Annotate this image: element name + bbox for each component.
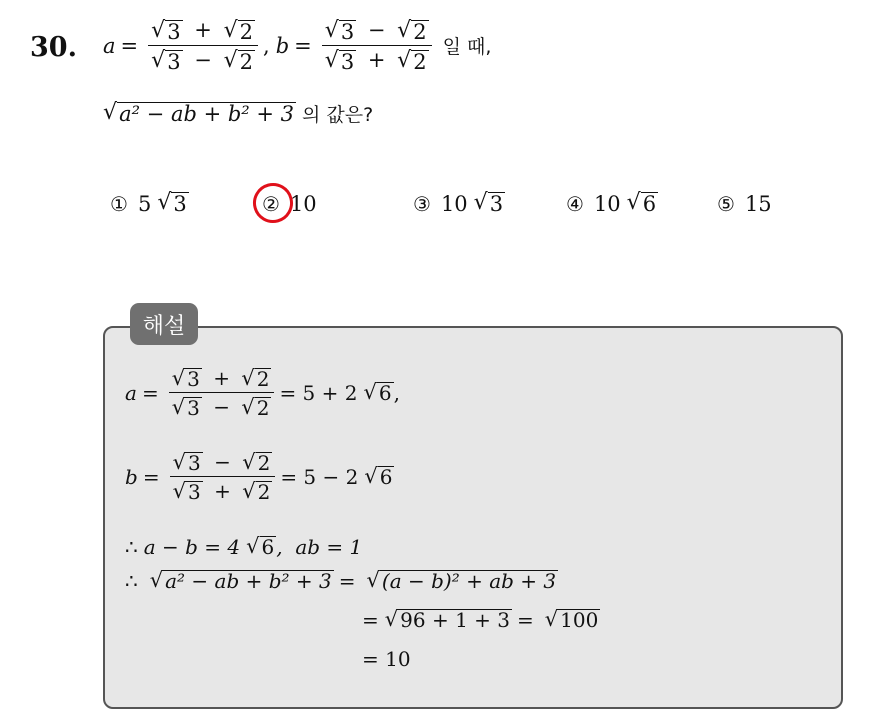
solution-line-5: = √ 96 + 1 + 3 = √ 100: [362, 607, 599, 632]
choice-4[interactable]: ④ 10 √ 6: [566, 190, 657, 217]
problem-number: 30.: [30, 32, 77, 63]
solution-line-3: ∴ a − b = 4 √ 6 , ab = 1: [125, 534, 363, 559]
text-when: 일 때,: [442, 36, 492, 59]
problem-line-1: a = √ 3 + √ 2 √ 3 − √ 2 , b = √ 3 − √ 2 √ 3 + √ 2 일 때,: [103, 18, 492, 75]
fraction-b: √ 3 − √ 2 √ 3 + √ 2: [322, 18, 432, 73]
choice-3[interactable]: ③ 10 √ 3: [413, 190, 504, 217]
var-a: a: [103, 33, 116, 58]
choice-5[interactable]: ⑤ 15: [717, 192, 772, 216]
problem-line-2: [103, 100, 373, 127]
solution-line-b: b = √ 3 − √ 2 √ 3 + √ 2 = 5 − 2 √ 6: [125, 450, 393, 504]
sqrt-expression: √ a² − ab + b² + 3: [103, 99, 295, 126]
choice-2[interactable]: ② 10: [262, 192, 317, 216]
solution-line-4: ∴ √ a² − ab + b² + 3 = √ (a − b)² + ab + 3: [125, 568, 557, 593]
var-b: b: [275, 33, 290, 58]
equals-sign: =: [120, 33, 139, 58]
sqrt-2: √ 2: [223, 18, 253, 44]
choice-1[interactable]: ① 5 √ 3: [110, 190, 187, 217]
solution-line-a: a = √ 3 + √ 2 √ 3 − √ 2 = 5 + 2 √ 6 ,: [125, 366, 400, 420]
solution-line-6: = 10: [362, 647, 411, 671]
fraction-a: √ 3 + √ 2 √ 3 − √ 2: [148, 18, 258, 73]
text-value: 의 값은?: [302, 104, 374, 126]
sqrt-3: √ 3: [151, 18, 181, 44]
solution-label: 해설: [130, 303, 198, 345]
selected-answer-circle: [249, 179, 298, 228]
